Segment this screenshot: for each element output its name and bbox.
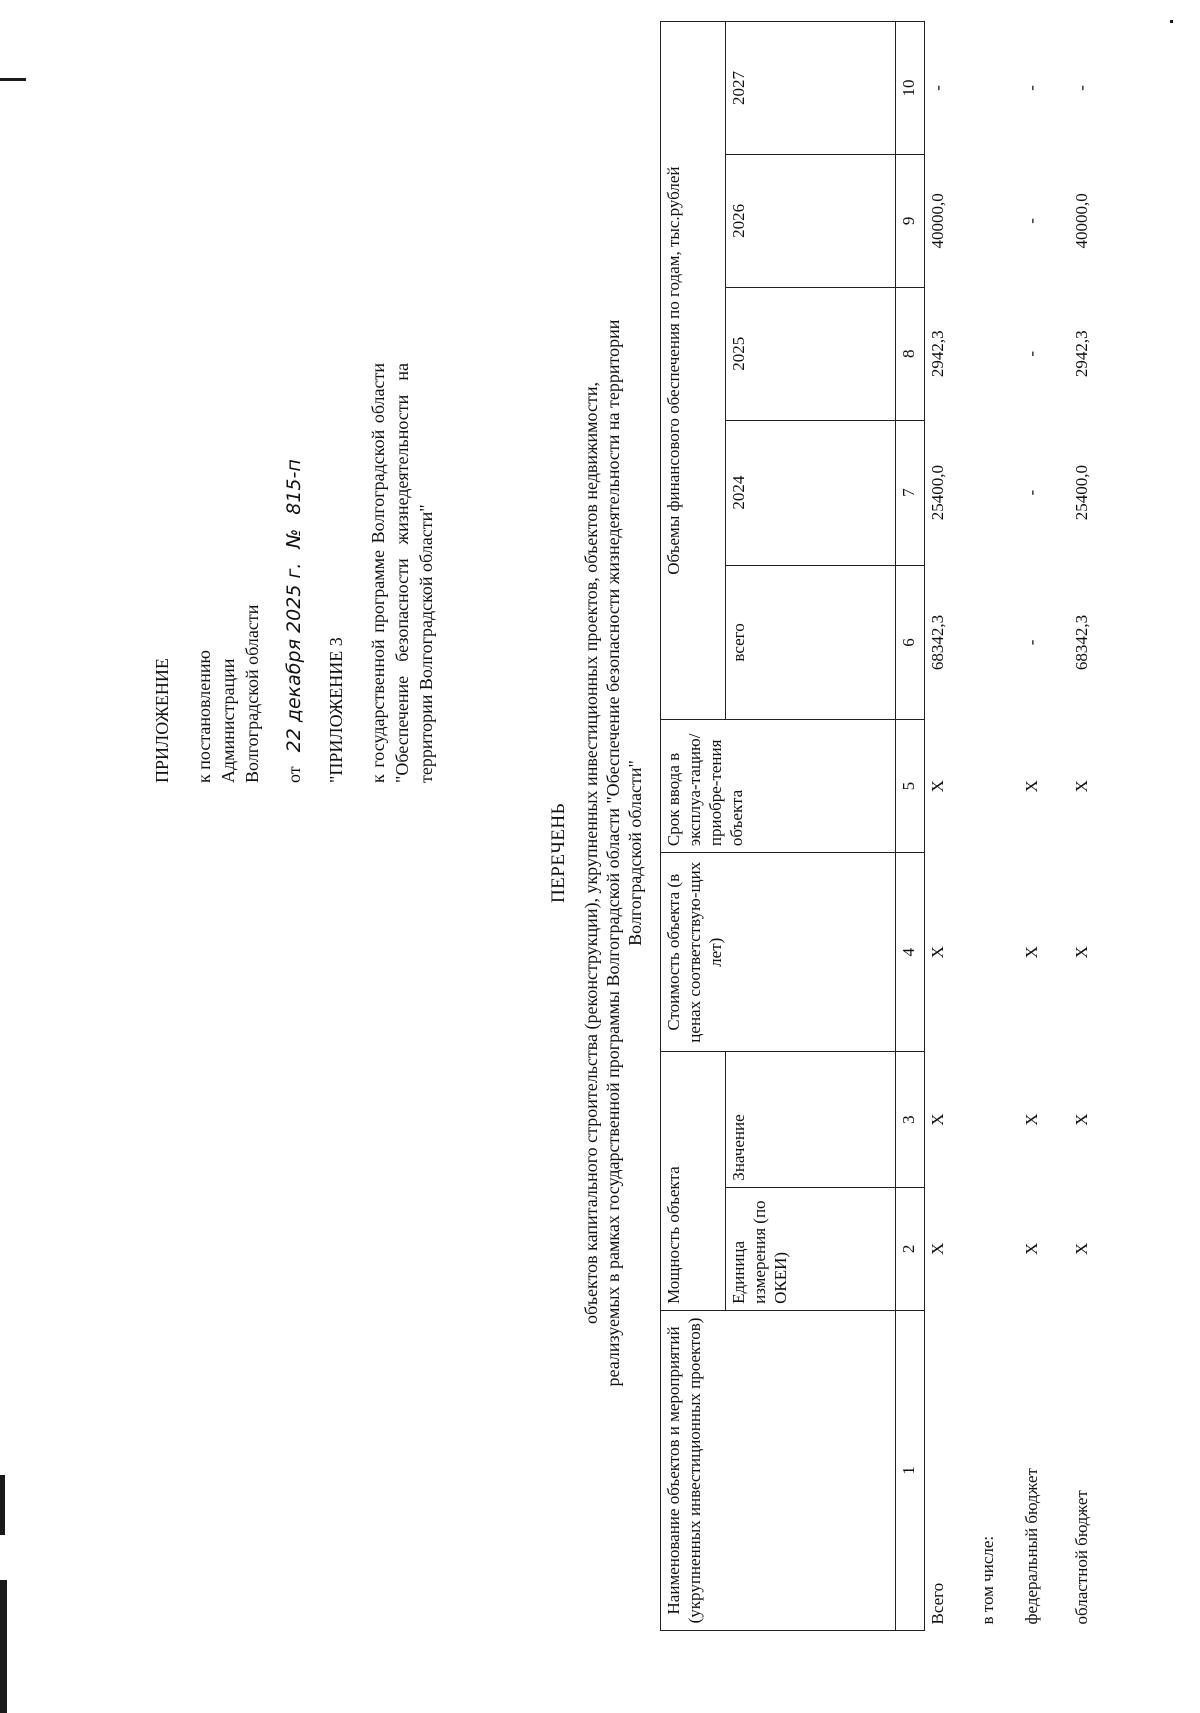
table-cell: - (1022, 218, 1041, 224)
row-label: Всего (928, 1582, 947, 1625)
row-label: в том числе: (978, 1535, 997, 1625)
objects-table (660, 21, 1119, 1631)
header-year-2027: 2027 (726, 22, 896, 155)
header-year-2025: 2025 (726, 287, 896, 420)
resolution-ref-line: к постановлению (194, 650, 214, 783)
row-label: областной бюджет (1072, 1490, 1091, 1625)
column-number: 4 (896, 853, 925, 1052)
table-cell: X (1022, 946, 1041, 959)
table-cell: 40000,0 (1072, 193, 1091, 249)
table-cell: X (1072, 946, 1091, 959)
number-value: 815-п (283, 459, 305, 515)
resolution-date-line (282, 363, 306, 783)
table-cell: X (928, 946, 947, 959)
column-number: 1 (896, 1310, 925, 1630)
header-name: Наименование объектов и мероприятий (укрупненных инвестиционных проектов) (661, 1310, 896, 1630)
table-cell: 25400,0 (928, 465, 947, 521)
column-number: 7 (896, 420, 925, 565)
header-capacity: Мощность объекта (661, 1052, 726, 1310)
table-cell: X (928, 1113, 947, 1126)
table-row-total (925, 22, 976, 1631)
header-unit: Единица измерения (по ОКЕИ) (726, 1187, 896, 1310)
date-value: 22 декабря 2025 г. (283, 562, 305, 753)
column-number: 6 (896, 565, 925, 720)
table-cell: X (1022, 1113, 1041, 1126)
column-number: 3 (896, 1052, 925, 1187)
appendix-header (150, 363, 438, 783)
subtitle-line: объектов капитального строительства (реконструкции), укрупненных инвестиционных проектов, объектов недвижимости, (581, 382, 601, 1324)
table-cell: - (1022, 85, 1041, 91)
table-cell: - (1022, 489, 1041, 496)
table-cell: X (1022, 780, 1041, 793)
column-number: 8 (896, 287, 925, 420)
table-cell: X (1072, 1113, 1091, 1126)
number-sign: № (283, 528, 305, 549)
table-cell: 2942,3 (1072, 330, 1091, 378)
table-cell: X (928, 1242, 947, 1255)
table-row-federal (1019, 22, 1069, 1631)
table-cell: X (1072, 780, 1091, 793)
table-row-regional (1069, 22, 1119, 1631)
date-prefix: от (284, 766, 304, 783)
appendix-title: ПРИЛОЖЕНИЕ (152, 658, 172, 783)
table-row-including (975, 22, 1019, 1631)
appendix3-title: "ПРИЛОЖЕНИЕ 3 (326, 637, 346, 783)
resolution-ref-line: Волгоградской области (242, 604, 262, 783)
header-cost: Стоимость объекта (в ценах соответствую-щих лет) (661, 853, 896, 1052)
table-cell: 68342,3 (928, 614, 947, 671)
header-value: Значение (726, 1052, 896, 1187)
header-total: всего (726, 565, 896, 720)
table-cell: - (1022, 350, 1041, 357)
document-title: ПЕРЕЧЕНЬ (548, 802, 569, 904)
subtitle-line: реализуемых в рамках государственной программы Волгоградской области "Обеспечение безопасности жизнедеятельности на территории (603, 319, 623, 1387)
column-number: 5 (896, 720, 925, 853)
column-number-row (896, 22, 925, 1631)
header-financing: Объемы финансового обеспечения по годам, тыс.рублей (661, 22, 726, 720)
table-cell: X (928, 780, 947, 793)
table-cell: - (928, 85, 947, 91)
program-reference: к государственной программе Волгоградской области "Обеспечение безопасности жизнедеятельности на территории Волгоградской области" (368, 363, 436, 783)
header-year-2024: 2024 (726, 420, 896, 565)
table-cell: - (1022, 639, 1041, 646)
table-cell: - (1072, 85, 1091, 91)
table-cell: 2942,3 (928, 330, 947, 378)
column-number: 2 (896, 1187, 925, 1310)
column-number: 10 (896, 22, 925, 155)
row-label: федеральный бюджет (1022, 1468, 1041, 1625)
resolution-ref-line: Администрации (218, 658, 238, 783)
header-year-2026: 2026 (726, 154, 896, 287)
table-cell: X (1072, 1242, 1091, 1255)
table-body (925, 22, 1120, 1631)
header-term: Срок ввода в эксплуа-тацию/ приобре-тения объекта (661, 720, 896, 853)
column-number: 9 (896, 154, 925, 287)
table-cell: X (1022, 1242, 1041, 1255)
subtitle-line: Волгоградской области" (625, 760, 645, 946)
table-cell: 68342,3 (1072, 614, 1091, 671)
table-cell: 25400,0 (1072, 465, 1091, 521)
document-subtitle (580, 153, 646, 1553)
table-header (661, 22, 925, 1631)
table-cell: 40000,0 (928, 193, 947, 249)
